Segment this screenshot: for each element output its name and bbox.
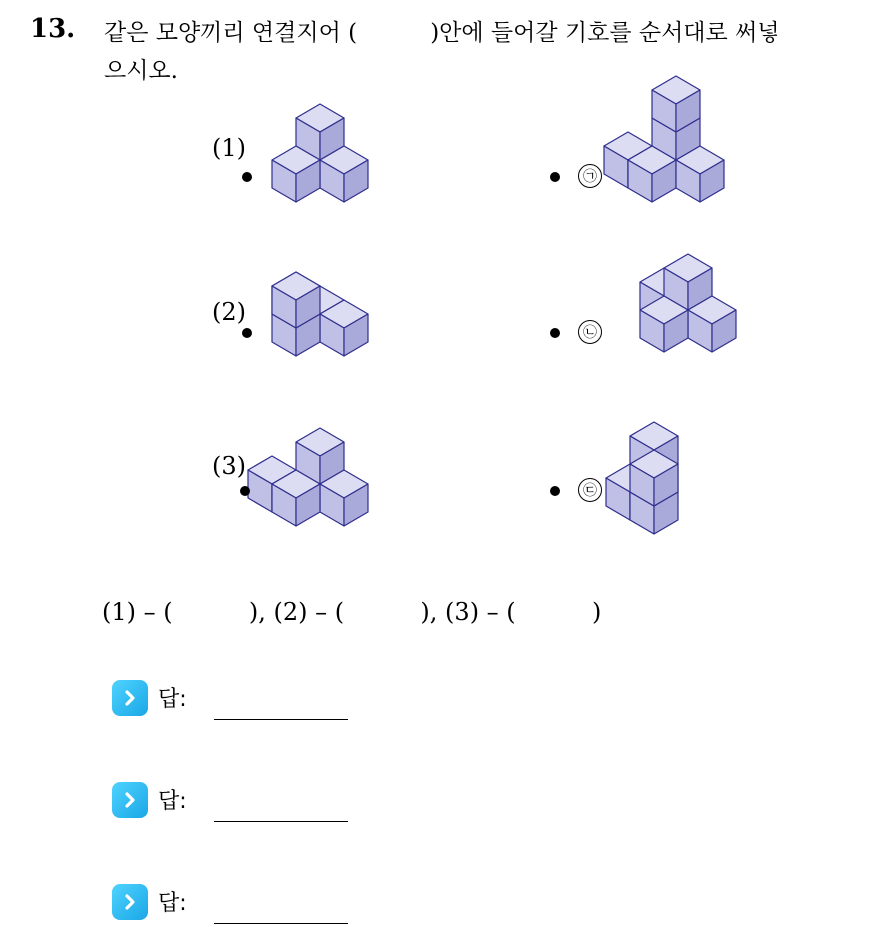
figure-right-1	[616, 110, 726, 250]
question-text-line1: 같은 모양끼리 연결지어 ( )안에 들어갈 기호를 순서대로 써넣	[104, 20, 780, 46]
figure-left-3	[250, 440, 410, 570]
left-label-1: (1)	[212, 134, 246, 162]
right-dot-1[interactable]	[550, 172, 560, 182]
figure-right-2	[604, 280, 764, 390]
answer-label-3: 답:	[158, 891, 187, 916]
answer-row-3	[112, 884, 148, 920]
answer-label-2: 답:	[158, 789, 187, 814]
answer-input-3[interactable]	[214, 923, 348, 924]
figure-left-1	[250, 110, 380, 240]
answer-row-2	[112, 782, 148, 818]
left-label-3: (3)	[212, 452, 246, 480]
figure-left-2	[250, 288, 400, 388]
answer-input-2[interactable]	[214, 821, 348, 822]
question-text	[104, 14, 864, 90]
answer-label-1: 답:	[158, 687, 187, 712]
left-label-2: (2)	[212, 298, 246, 326]
chevron-right-icon	[112, 884, 148, 920]
question-text-line2: 으시오.	[104, 58, 178, 84]
left-dot-2[interactable]	[242, 328, 252, 338]
left-dot-1[interactable]	[242, 172, 252, 182]
right-label-3: ㉢	[578, 478, 602, 502]
right-label-2: ㉡	[578, 320, 602, 344]
right-dot-3[interactable]	[550, 486, 560, 496]
chevron-right-icon	[112, 782, 148, 818]
right-dot-2[interactable]	[550, 328, 560, 338]
right-label-1: ㉠	[578, 164, 602, 188]
answer-row-1	[112, 680, 148, 716]
answer-input-1[interactable]	[214, 719, 348, 720]
chevron-right-icon	[112, 680, 148, 716]
figure-right-3	[610, 436, 740, 566]
question-number: 13.	[30, 14, 76, 44]
matching-template: (1) – ( ), (2) – ( ), (3) – ( )	[102, 598, 602, 626]
left-dot-3[interactable]	[240, 486, 250, 496]
